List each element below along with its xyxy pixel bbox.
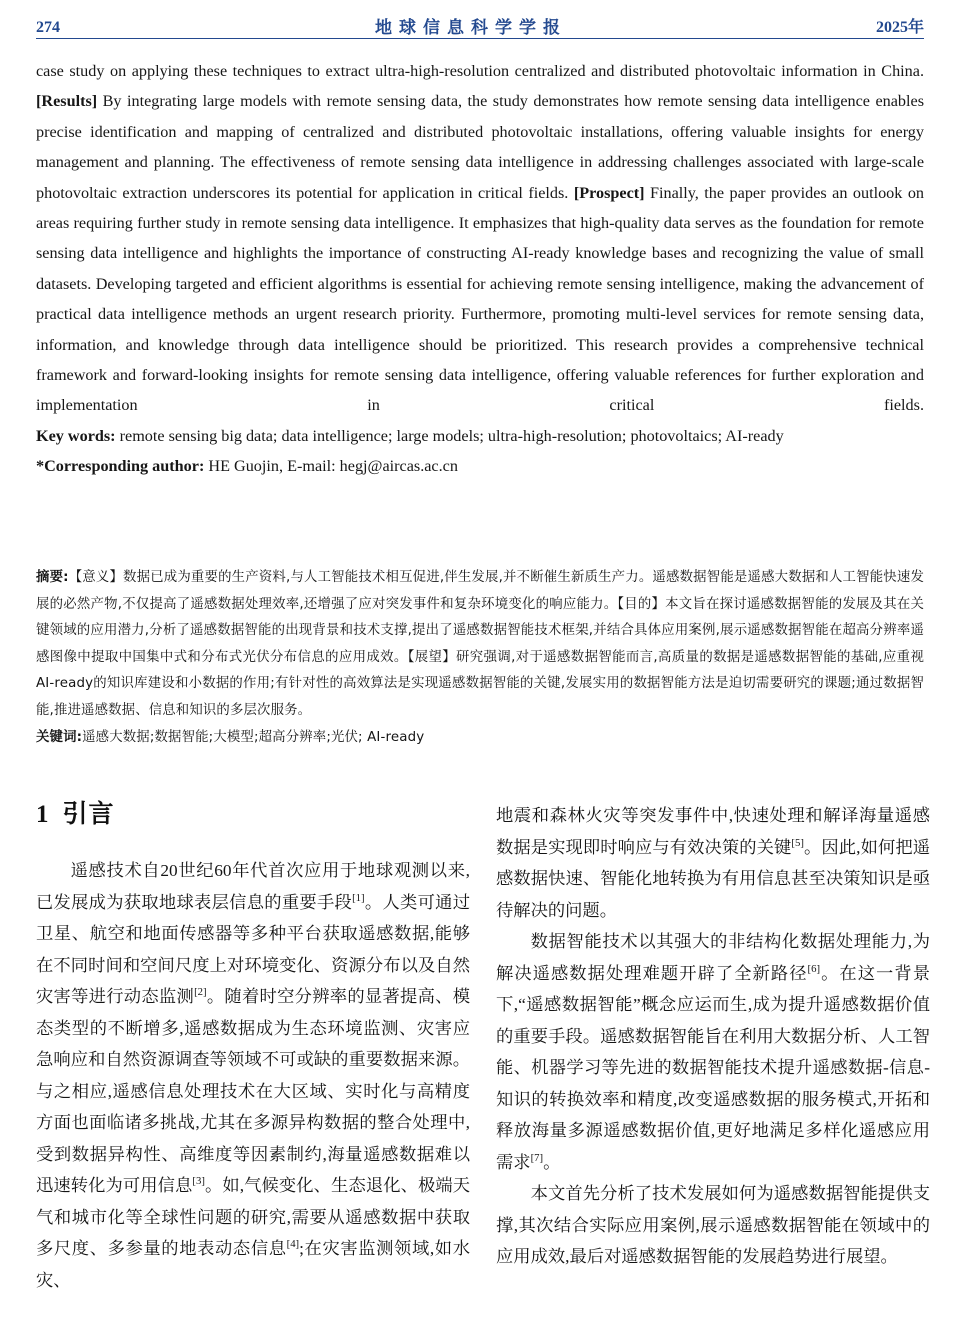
section-title: 引言 bbox=[62, 801, 115, 828]
results-label: [Results] bbox=[36, 92, 98, 111]
chinese-keywords-value: 遥感大数据;数据智能;大模型;超高分辨率;光伏; AI-ready bbox=[82, 729, 425, 745]
body-paragraph: 数据智能技术以其强大的非结构化数据处理能力,为解决遥感数据处理难题开辟了全新路径[6]。在这一背景下,“遥感数据智能”概念应运而生,成为提升遥感数据价值的重要手段。遥感数据智能旨在利用大数据分析、人工智能、机器学习等先进的数据智能技术提升遥感数据-信息-知识的转换效率和精度,改变遥感数据的服务模式,开拓和释放海量多源遥感数据价值,更好地满足多样化遥感应用需求[7]。 bbox=[496, 932, 930, 1172]
english-keywords-value: remote sensing big data; data intelligence; large models; ultra-high-resolution; photovoltaics; AI-ready bbox=[115, 426, 784, 445]
english-keywords-line bbox=[36, 421, 924, 451]
corresponding-author-label: *Corresponding author: bbox=[36, 457, 205, 476]
corresponding-author-value: HE Guojin, E-mail: hegj@aircas.ac.cn bbox=[204, 457, 458, 476]
chinese-abstract-paragraph bbox=[36, 565, 924, 725]
body-paragraph: 遥感技术自20世纪60年代首次应用于地球观测以来,已发展成为获取地球表层信息的重要手段[1]。人类可通过卫星、航空和地面传感器等多种平台获取遥感数据,能够在不同时间和空间尺度上对环境变化、资源分布以及自然灾害等进行动态监测[2]。随着时空分辨率的显著提高、模态类型的不断增多,遥感数据成为生态环境监测、灾害应急响应和自然资源调查等领域不可或缺的重要数据来源。与之相应,遥感信息处理技术在大区域、实时化与高精度方面也面临诸多挑战,尤其在多源异构数据的整合处理中,受到数据异构性、高维度等因素制约,海量遥感数据难以迅速转化为可用信息[3]。如,气候变化、生态退化、极端天气和城市化等全球性问题的研究,需要从遥感数据中获取多尺度、多参量的地表动态信息[4];在灾害监测领域,如水灾、 bbox=[36, 861, 470, 1290]
header-divider bbox=[36, 38, 924, 39]
abstract-text-part3: Finally, the paper provides an outlook on areas requiring further study in remote sensing data intelligence. It emphasizes that high-quality data serves as the foundation for remote sensing data intelligence and highlights the importance of constructing AI-ready knowledge bases and recognizing the value of small datasets. Developing targeted and efficient algorithms is essential for achieving remote sensing intelligence, making the advancement of practical data intelligence methods an urgent research priority. Furthermore, promoting multi-level services for remote sensing data, information, and knowledge through data intelligence should be prioritized. This research provides a comprehensive technical framework and forward-looking insights for remote sensing data intelligence, offering valuable references for further exploration and implementation in critical fields. bbox=[36, 183, 925, 415]
english-keywords-label: Key words: bbox=[36, 426, 116, 445]
publication-year: 2025年 bbox=[875, 19, 924, 36]
english-abstract-paragraph bbox=[36, 56, 924, 421]
journal-title: 地球信息科学学报 bbox=[374, 18, 567, 37]
corresponding-author-line bbox=[36, 451, 924, 481]
chinese-abstract-block bbox=[36, 565, 924, 751]
section-number: 1 bbox=[36, 801, 50, 828]
abstract-text-part1: case study on applying these techniques to extract ultra-high-resolution centralized and distributed photovoltaic information in China. bbox=[36, 62, 924, 80]
section-heading bbox=[36, 800, 115, 830]
abstract-text-part2: By integrating large models with remote sensing data, the study demonstrates how remote sensing data intelligence enables precise identification and mapping of centralized and distributed photovoltaic installations, offering valuable insights for energy management and planning. The effectiveness of remote sensing data intelligence in addressing challenges associated with large-scale photovoltaic extraction underscores its potential for application in critical fields. bbox=[36, 92, 924, 202]
body-column-left bbox=[36, 855, 470, 1296]
body-paragraph: 本文首先分析了技术发展如何为遥感数据智能提供支撑,其次结合实际应用案例,展示遥感数据智能在领域中的应用成效,最后对遥感数据智能的发展趋势进行展望。 bbox=[496, 1184, 930, 1266]
english-abstract-block bbox=[36, 56, 924, 482]
chinese-abstract-text: 【意义】数据已成为重要的生产资料,与人工智能技术相互促进,伴生发展,并不断催生新质生产力。遥感数据智能是遥感大数据和人工智能快速发展的必然产物,不仅提高了遥感数据处理效率,还增强了应对突发事件和复杂环境变化的响应能力。【目的】本文旨在探讨遥感数据智能的发展及其在关键领域的应用潜力,分析了遥感数据智能的出现背景和技术支撑,提出了遥感数据智能技术框架,并结合具体应用案例,展示遥感数据智能在超高分辨率遥感图像中提取中国集中式和分布式光伏分布信息的应用成效。【展望】研究强调,对于遥感数据智能而言,高质量的数据是遥感数据智能的基础,应重视AI-ready的知识库建设和小数据的作用;有针对性的高效算法是实现遥感数据智能的关键,发展实用的数据智能方法是迫切需要研究的课题;通过数据智能,推进遥感数据、信息和知识的多层次服务。 bbox=[36, 570, 924, 718]
body-column-right bbox=[496, 800, 930, 1273]
running-head bbox=[36, 8, 924, 36]
body-paragraph: 地震和森林火灾等突发事件中,快速处理和解译海量遥感数据是实现即时响应与有效决策的关键[5]。因此,如何把遥感数据快速、智能化地转换为有用信息甚至决策知识是亟待解决的问题。 bbox=[496, 806, 930, 920]
prospect-label: [Prospect] bbox=[573, 183, 645, 202]
chinese-keywords-line bbox=[36, 725, 924, 752]
chinese-abstract-label: 摘要: bbox=[36, 570, 69, 585]
chinese-keywords-label: 关键词: bbox=[36, 729, 83, 745]
page-number: 274 bbox=[36, 19, 60, 36]
